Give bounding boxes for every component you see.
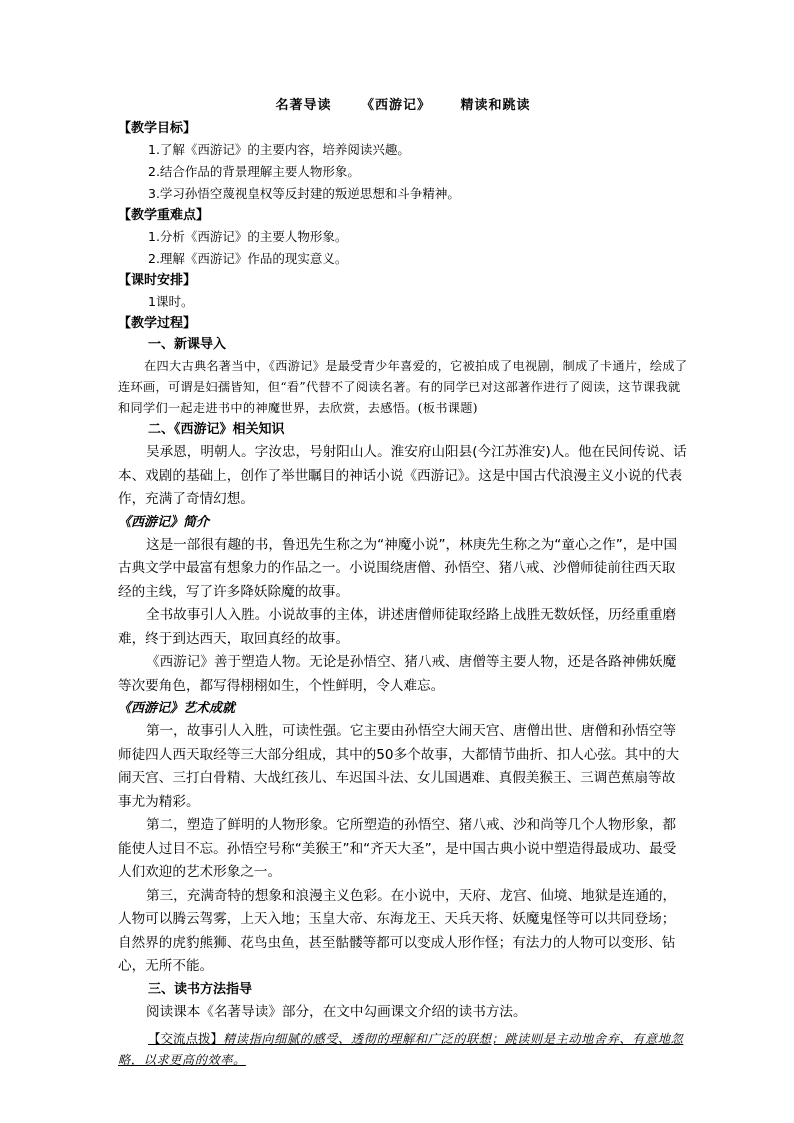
synopsis-paragraph: 这是一部很有趣的书，鲁迅先生称之为“神魔小说”，林庚先生称之为“童心之作”，是中国古典文学中最富有想象力的作品之一。小说围绕唐僧、孙悟空、猪八戒、沙僧师徒前往西天取经的主线，写了许多降妖除魔的故事。 bbox=[118, 536, 678, 600]
art-paragraph: 第一，故事引人入胜，可读性强。它主要由孙悟空大闹天宫、唐僧出世、唐僧和孙悟空等师徒四人西天取经等三大部分组成，其中的50多个故事，大都情节曲折、扣人心弦。其中的大闹天宫、三打白骨精、大战红孩儿、车迟国斗法、女儿国遇难、真假美猴王、三调芭蕉扇等故事尤为精彩。 bbox=[118, 723, 680, 810]
goal-item: 2.结合作品的背景理解主要人物形象。 bbox=[148, 164, 360, 179]
synopsis-paragraph: 《西游记》善于塑造人物。无论是孙悟空、猪八戒、唐僧等主要人物，还是各路神佛妖魔等次要角色，都写得栩栩如生，个性鲜明，令人难忘。 bbox=[118, 654, 677, 694]
method-paragraph: 阅读课本《名著导读》部分，在文中勾画课文介绍的读书方法。 bbox=[146, 1003, 527, 1020]
section-heading-process: 【教学过程】 bbox=[118, 316, 197, 331]
subheading-synopsis: 《西游记》简介 bbox=[118, 514, 210, 530]
page-title bbox=[118, 96, 688, 116]
note-tag: 【交流点拨】 bbox=[148, 1031, 224, 1046]
subheading-art: 《西游记》艺术成就 bbox=[118, 701, 236, 716]
title-part-3: 精读和跳读 bbox=[460, 98, 531, 113]
author-paragraph: 吴承恩，明朝人。字汝忠，号射阳山人。淮安府山阳县(今江苏淮安)人。他在民间传说、话本、戏剧的基础上，创作了举世瞩目的神话小说《西游记》。这是中国古代浪漫主义小说的代表作，充满了奇情幻想。 bbox=[118, 444, 687, 507]
intro-paragraph: 在四大古典名著当中，《西游记》是最受青少年喜爱的，它被拍成了电视剧，制成了卡通片，绘成了连环画，可谓是妇孺皆知，但“看”代替不了阅读名著。有的同学已对这部著作进行了阅读，这节课我就和同学们一起走进书中的神魔世界，去欣赏，去感悟。(板书课题) bbox=[118, 359, 688, 415]
title-part-1: 名著导读 bbox=[275, 98, 332, 113]
goal-item: 3.学习孙悟空蔑视皇权等反封建的叛逆思想和斗争精神。 bbox=[148, 186, 460, 201]
section-heading-keypoints: 【教学重难点】 bbox=[118, 208, 210, 223]
subsection-title-knowledge: 二、《西游记》相关知识 bbox=[148, 422, 285, 437]
art-paragraph: 第三，充满奇特的想象和浪漫主义色彩。在小说中，天府、龙宫、仙境、地狱是连通的，人物可以腾云驾雾，上天入地；玉皇大帝、东海龙王、天兵天将、妖魔鬼怪等可以共同登场；自然界的虎豹熊狮、花鸟虫鱼，甚至骷髅等都可以变成人形作怪；有法力的人物可以变形、钻心，无所不能。 bbox=[118, 887, 677, 974]
subsection-title-intro: 一、新课导入 bbox=[148, 337, 227, 352]
note-body: 精读指向细腻的感受、透彻的理解和广泛的联想；跳读则是主动地舍弃、有意地忽略，以求更高的效率。 bbox=[118, 1032, 684, 1067]
synopsis-paragraph: 全书故事引人入胜。小说故事的主体，讲述唐僧师徒取经路上战胜无数妖怪，历经重重磨难，终于到达西天，取回真经的故事。 bbox=[118, 607, 677, 647]
schedule-item: 1课时。 bbox=[148, 294, 194, 309]
subsection-title-method: 三、读书方法指导 bbox=[148, 981, 253, 997]
discussion-note bbox=[118, 1028, 688, 1071]
keypoint-item: 2.理解《西游记》作品的现实意义。 bbox=[148, 251, 348, 266]
section-heading-goals: 【教学目标】 bbox=[118, 121, 197, 136]
art-paragraph: 第二，塑造了鲜明的人物形象。它所塑造的孙悟空、猪八戒、沙和尚等几个人物形象，都能使人过目不忘。孙悟空号称“美猴王”和“齐天大圣”，是中国古典小说中塑造得最成功、最受人们欢迎的艺术形象之一。 bbox=[118, 817, 677, 880]
title-part-2: 《西游记》 bbox=[360, 98, 431, 113]
document-body bbox=[118, 96, 688, 1071]
goal-item: 1.了解《西游记》的主要内容，培养阅读兴趣。 bbox=[148, 142, 410, 157]
keypoint-item: 1.分析《西游记》的主要人物形象。 bbox=[148, 229, 348, 244]
section-heading-schedule: 【课时安排】 bbox=[118, 273, 197, 288]
